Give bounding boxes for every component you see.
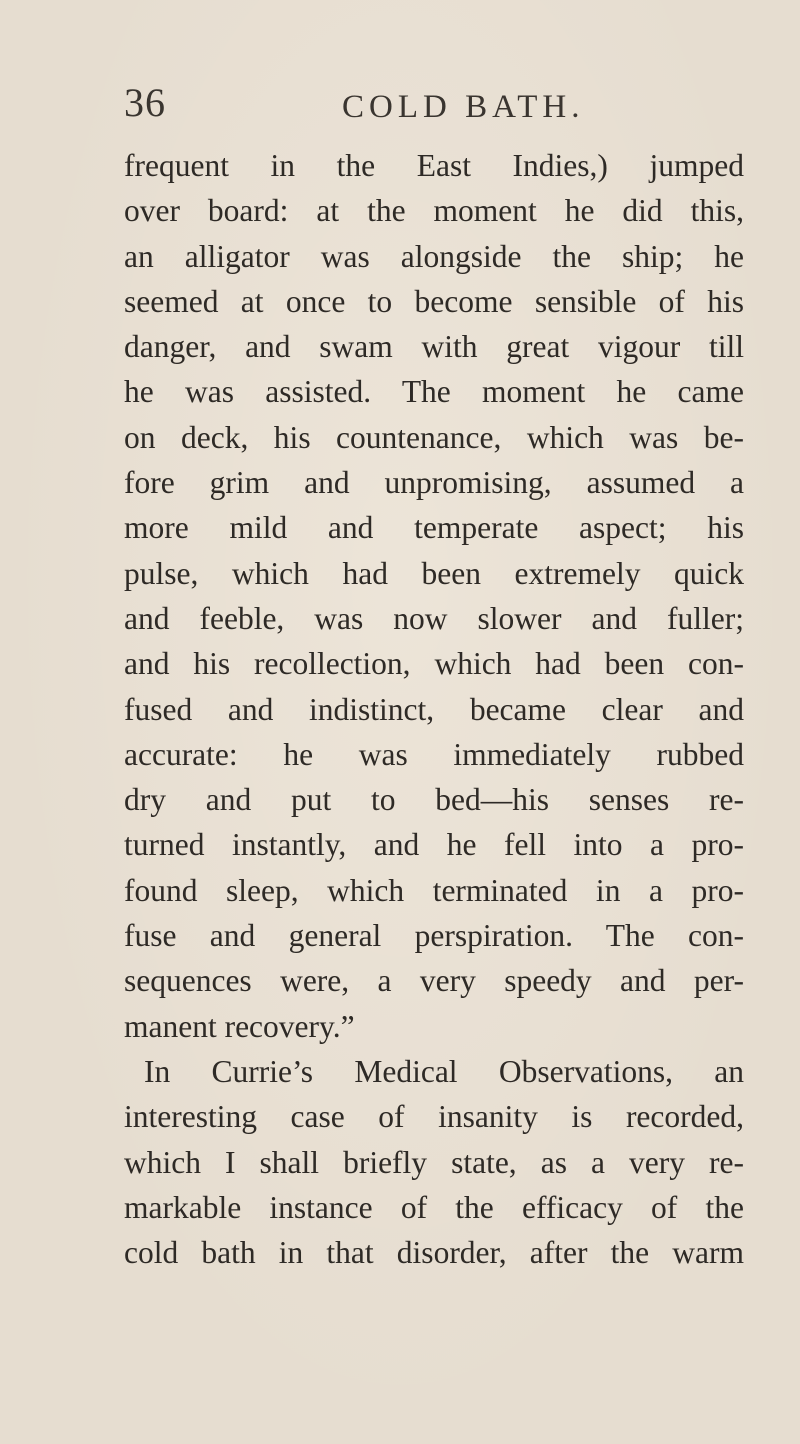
text-line: found sleep, which terminated in a pro- — [124, 872, 744, 908]
text-line: an alligator was alongside the ship; he — [124, 238, 744, 274]
text-line: markable instance of the efficacy of the — [124, 1189, 744, 1225]
text-line: turned instantly, and he fell into a pro- — [124, 827, 744, 863]
text-line: accurate: he was immediately rubbed — [124, 736, 744, 772]
text-line: he was assisted. The moment he came — [124, 374, 744, 410]
text-line: seemed at once to become sensible of his — [124, 283, 744, 319]
paragraph-start-line: In Currie’s Medical Observations, an — [144, 1053, 744, 1089]
text-line: on deck, his countenance, which was be- — [124, 419, 744, 455]
page-header — [124, 78, 744, 128]
text-line: cold bath in that disorder, after the warm — [124, 1235, 744, 1271]
text-line: frequent in the East Indies,) jumped — [124, 148, 744, 183]
text-line: and his recollection, which had been con- — [124, 646, 744, 682]
text-line: fore grim and unpromising, assumed a — [124, 465, 744, 501]
body-text — [124, 143, 744, 1275]
page-number: 36 — [124, 80, 166, 125]
text-line: more mild and temperate aspect; his — [124, 510, 744, 546]
text-line: danger, and swam with great vigour till — [124, 329, 744, 365]
text-line: pulse, which had been extremely quick — [124, 555, 744, 591]
text-line: and feeble, was now slower and fuller; — [124, 600, 744, 636]
text-line: dry and put to bed—his senses re- — [124, 782, 744, 818]
text-line: interesting case of insanity is recorded, — [124, 1099, 744, 1135]
text-line: sequences were, a very speedy and per- — [124, 963, 744, 999]
text-line: fuse and general perspiration. The con- — [124, 918, 744, 954]
paragraph-end-line: manent recovery.” — [124, 1008, 355, 1044]
text-line: over board: at the moment he did this, — [124, 193, 744, 229]
text-line: which I shall briefly state, as a very re- — [124, 1144, 744, 1180]
text-line: fused and indistinct, became clear and — [124, 691, 744, 727]
running-head: COLD BATH. — [342, 89, 585, 125]
